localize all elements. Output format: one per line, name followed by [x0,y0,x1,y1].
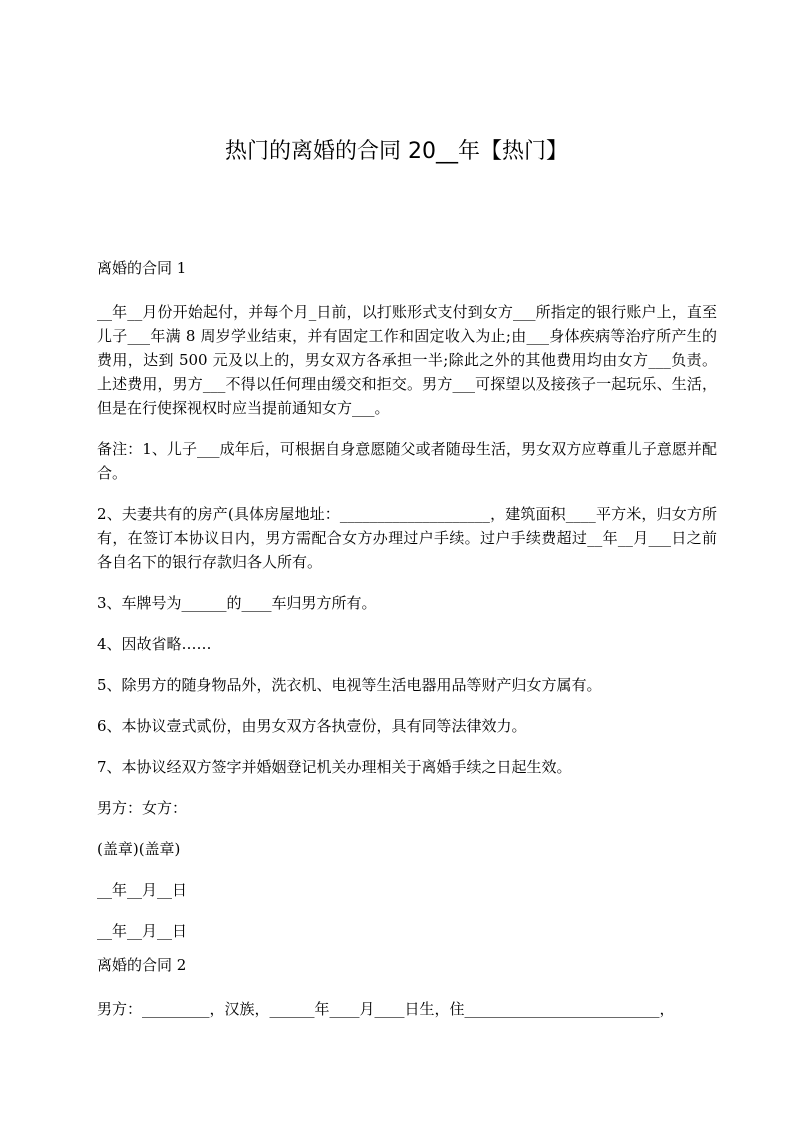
clause-7-effective: 7、本协议经双方签字并婚姻登记机关办理相关于离婚手续之日起生效。 [97,758,572,776]
signature-seals: (盖章)(盖章) [97,840,181,858]
paragraph-note: 备注：1、儿子___成年后，可根据自身意愿随父或者随母生活，男女双方应尊重儿子意愿并配合。 [97,440,717,482]
clause-5-belongings: 5、除男方的随身物品外，洗衣机、电视等生活电器用品等财产归女方属有。 [97,676,602,694]
clause-2-property: 2、夫妻共有的房产(具体房屋地址：____________________，建筑面积____平方米，归女方所有，在签订本协议日内，男方需配合女方办理过户手续。过户手续费超过__年__月___日之前各自名下的银行存款归各人所有。 [97,505,717,571]
clause-3-vehicle: 3、车牌号为______的____车归男方所有。 [97,594,377,612]
clause-4-omitted: 4、因故省略…… [97,635,212,653]
signature-parties: 男方：女方： [97,799,188,817]
section-heading-contract-2: 离婚的合同 2 [97,956,187,974]
document-title: 热门的离婚的合同 20__年【热门】 [225,139,568,164]
signature-date-1: __年__月__日 [97,881,188,899]
document-body [97,256,717,1038]
section-heading-contract-1: 离婚的合同 1 [97,259,187,277]
signature-date-2: __年__月__日 [97,922,188,940]
paragraph-child-support: __年__月份开始起付，并每个月_日前，以打账形式支付到女方___所指定的银行账户上，直至儿子___年满 8 周岁学业结束，并有固定工作和固定收入为止;由___身体疾病等治疗所产生的费用，达到 500 元及以上的，男女双方各承担一半;除此之外的其他费用均由女方___负责。上述费用，男方___不得以任何理由缓交和拒交。男方___可探望以及接孩子一起玩乐、生活，但是在行使探视权时应当提前通知女方___。 [97,303,717,417]
paragraph-male-party: 男方：_________，汉族，______年____月____日生，住__________________________， [97,1000,675,1018]
clause-6-copies: 6、本协议壹式贰份，由男女双方各执壹份，具有同等法律效力。 [97,717,527,735]
